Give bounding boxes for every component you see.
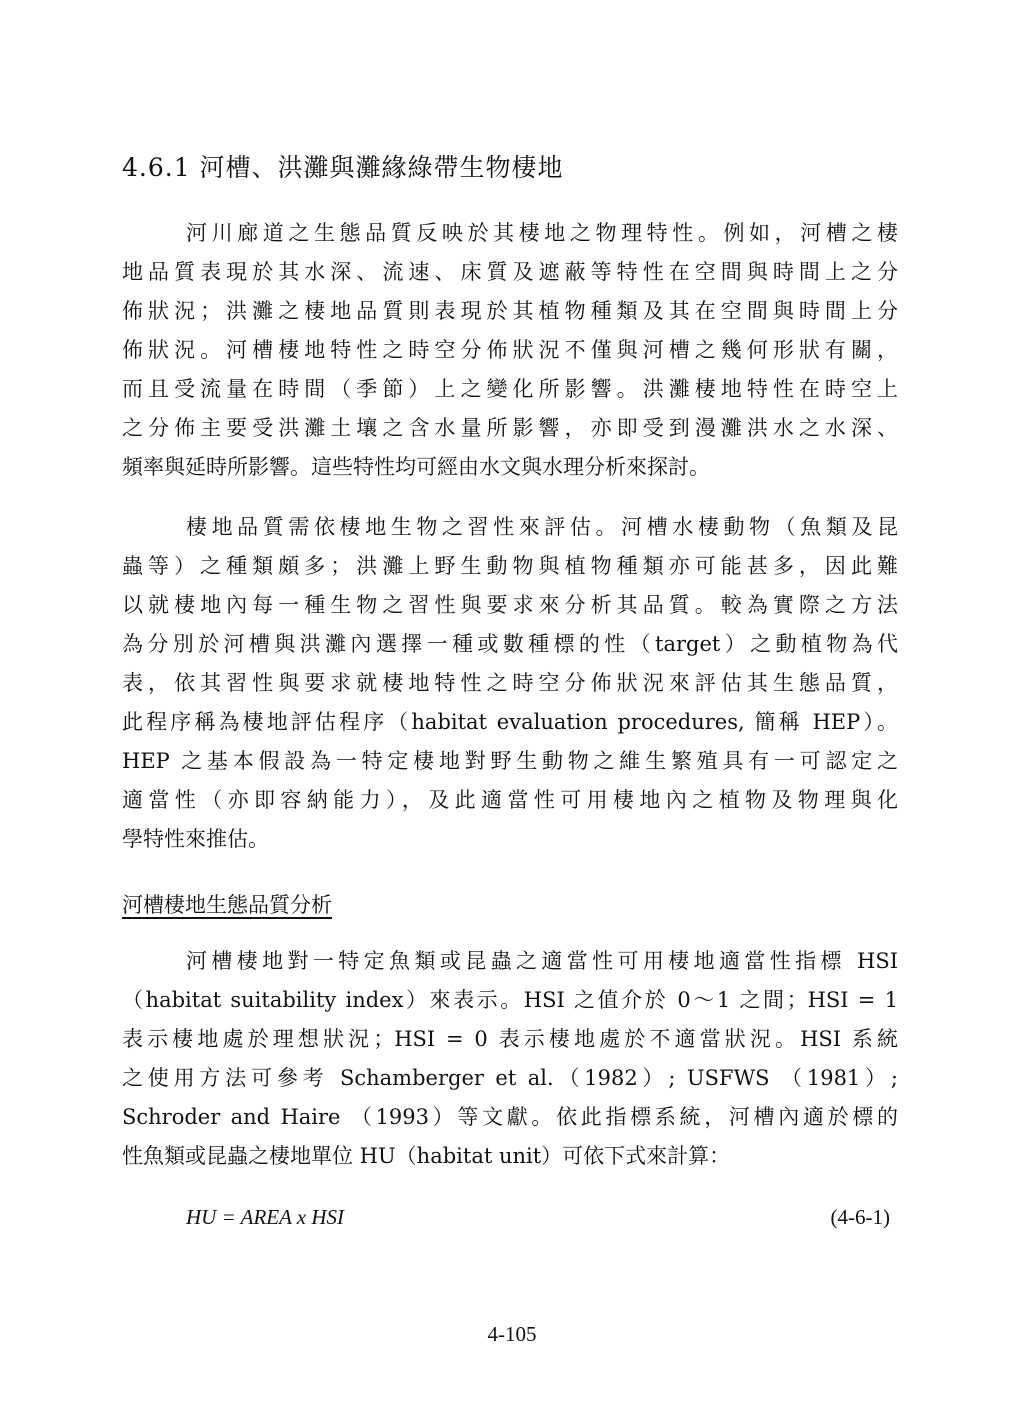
section-heading: 4.6.1 河槽、洪灘與灘緣綠帶生物棲地 [122,153,564,182]
subheading: 河槽棲地生態品質分析 [122,893,332,917]
paragraph-line: 學特性來推估。 [122,827,269,851]
paragraph-line: （habitat suitability index）來表示。HSI 之值介於 0～1 之間；HSI = 1 [122,988,898,1012]
paragraph-line: 表，依其習性與要求就棲地特性之時空分佈狀況來評估其生態品質， [122,671,898,695]
paragraph-line: 河川廊道之生態品質反映於其棲地之物理特性。例如，河槽之棲 [186,221,898,245]
equation-text: HU = AREA x HSI [186,1205,345,1229]
paragraph-line: 之使用方法可參考 Schamberger et al.（1982）; USFWS （1981）; [122,1066,898,1090]
paragraph-line: 地品質表現於其水深、流速、床質及遮蔽等特性在空間與時間上之分 [122,260,898,284]
paragraph-line: 之分佈主要受洪灘土壤之含水量所影響，亦即受到漫灘洪水之水深、 [122,416,898,440]
paragraph-line: 佈狀況；洪灘之棲地品質則表現於其植物種類及其在空間與時間上分 [122,299,898,323]
equation-formula [186,1198,344,1237]
paragraph-line: 頻率與延時所影響。這些特性均可經由水文與水理分析來探討。 [122,455,710,479]
paragraph-line: 適當性（亦即容納能力），及此適當性可用棲地內之植物及物理與化 [122,788,898,812]
page-number: 4-105 [487,1322,537,1346]
paragraph-line: 表示棲地處於理想狀況；HSI = 0 表示棲地處於不適當狀況。HSI 系統 [122,1027,898,1051]
paragraph-line: 此程序稱為棲地評估程序（habitat evaluation procedures, 簡稱 HEP）。 [122,710,898,734]
paragraph-hsi [122,942,898,1176]
equation-number: (4-6-1) [830,1205,890,1229]
paragraph-line: 而且受流量在時間（季節）上之變化所影響。洪灘棲地特性在時空上 [122,377,898,401]
paragraph-habitat-quality [122,214,898,487]
paragraph-line: 佈狀況。河槽棲地特性之時空分佈狀況不僅與河槽之幾何形狀有關， [122,338,898,362]
paragraph-line: HEP 之基本假設為一特定棲地對野生動物之維生繁殖具有一可認定之 [122,749,898,773]
paragraph-line: 為分別於河槽與洪灘內選擇一種或數種標的性（target）之動植物為代 [122,632,898,656]
paragraph-hep [122,508,898,859]
paragraph-line: Schroder and Haire （1993）等文獻。依此指標系統，河槽內適於標的 [122,1105,898,1129]
paragraph-line: 以就棲地內每一種生物之習性與要求來分析其品質。較為實際之方法 [122,593,898,617]
paragraph-line: 河槽棲地對一特定魚類或昆蟲之適當性可用棲地適當性指標 HSI [186,949,898,973]
paragraph-line: 性魚類或昆蟲之棲地單位 HU（habitat unit）可依下式來計算： [122,1144,731,1168]
paragraph-line: 棲地品質需依棲地生物之習性來評估。河槽水棲動物（魚類及昆 [186,515,898,539]
paragraph-line: 蟲等）之種類頗多；洪灘上野生動物與植物種類亦可能甚多，因此難 [122,554,898,578]
